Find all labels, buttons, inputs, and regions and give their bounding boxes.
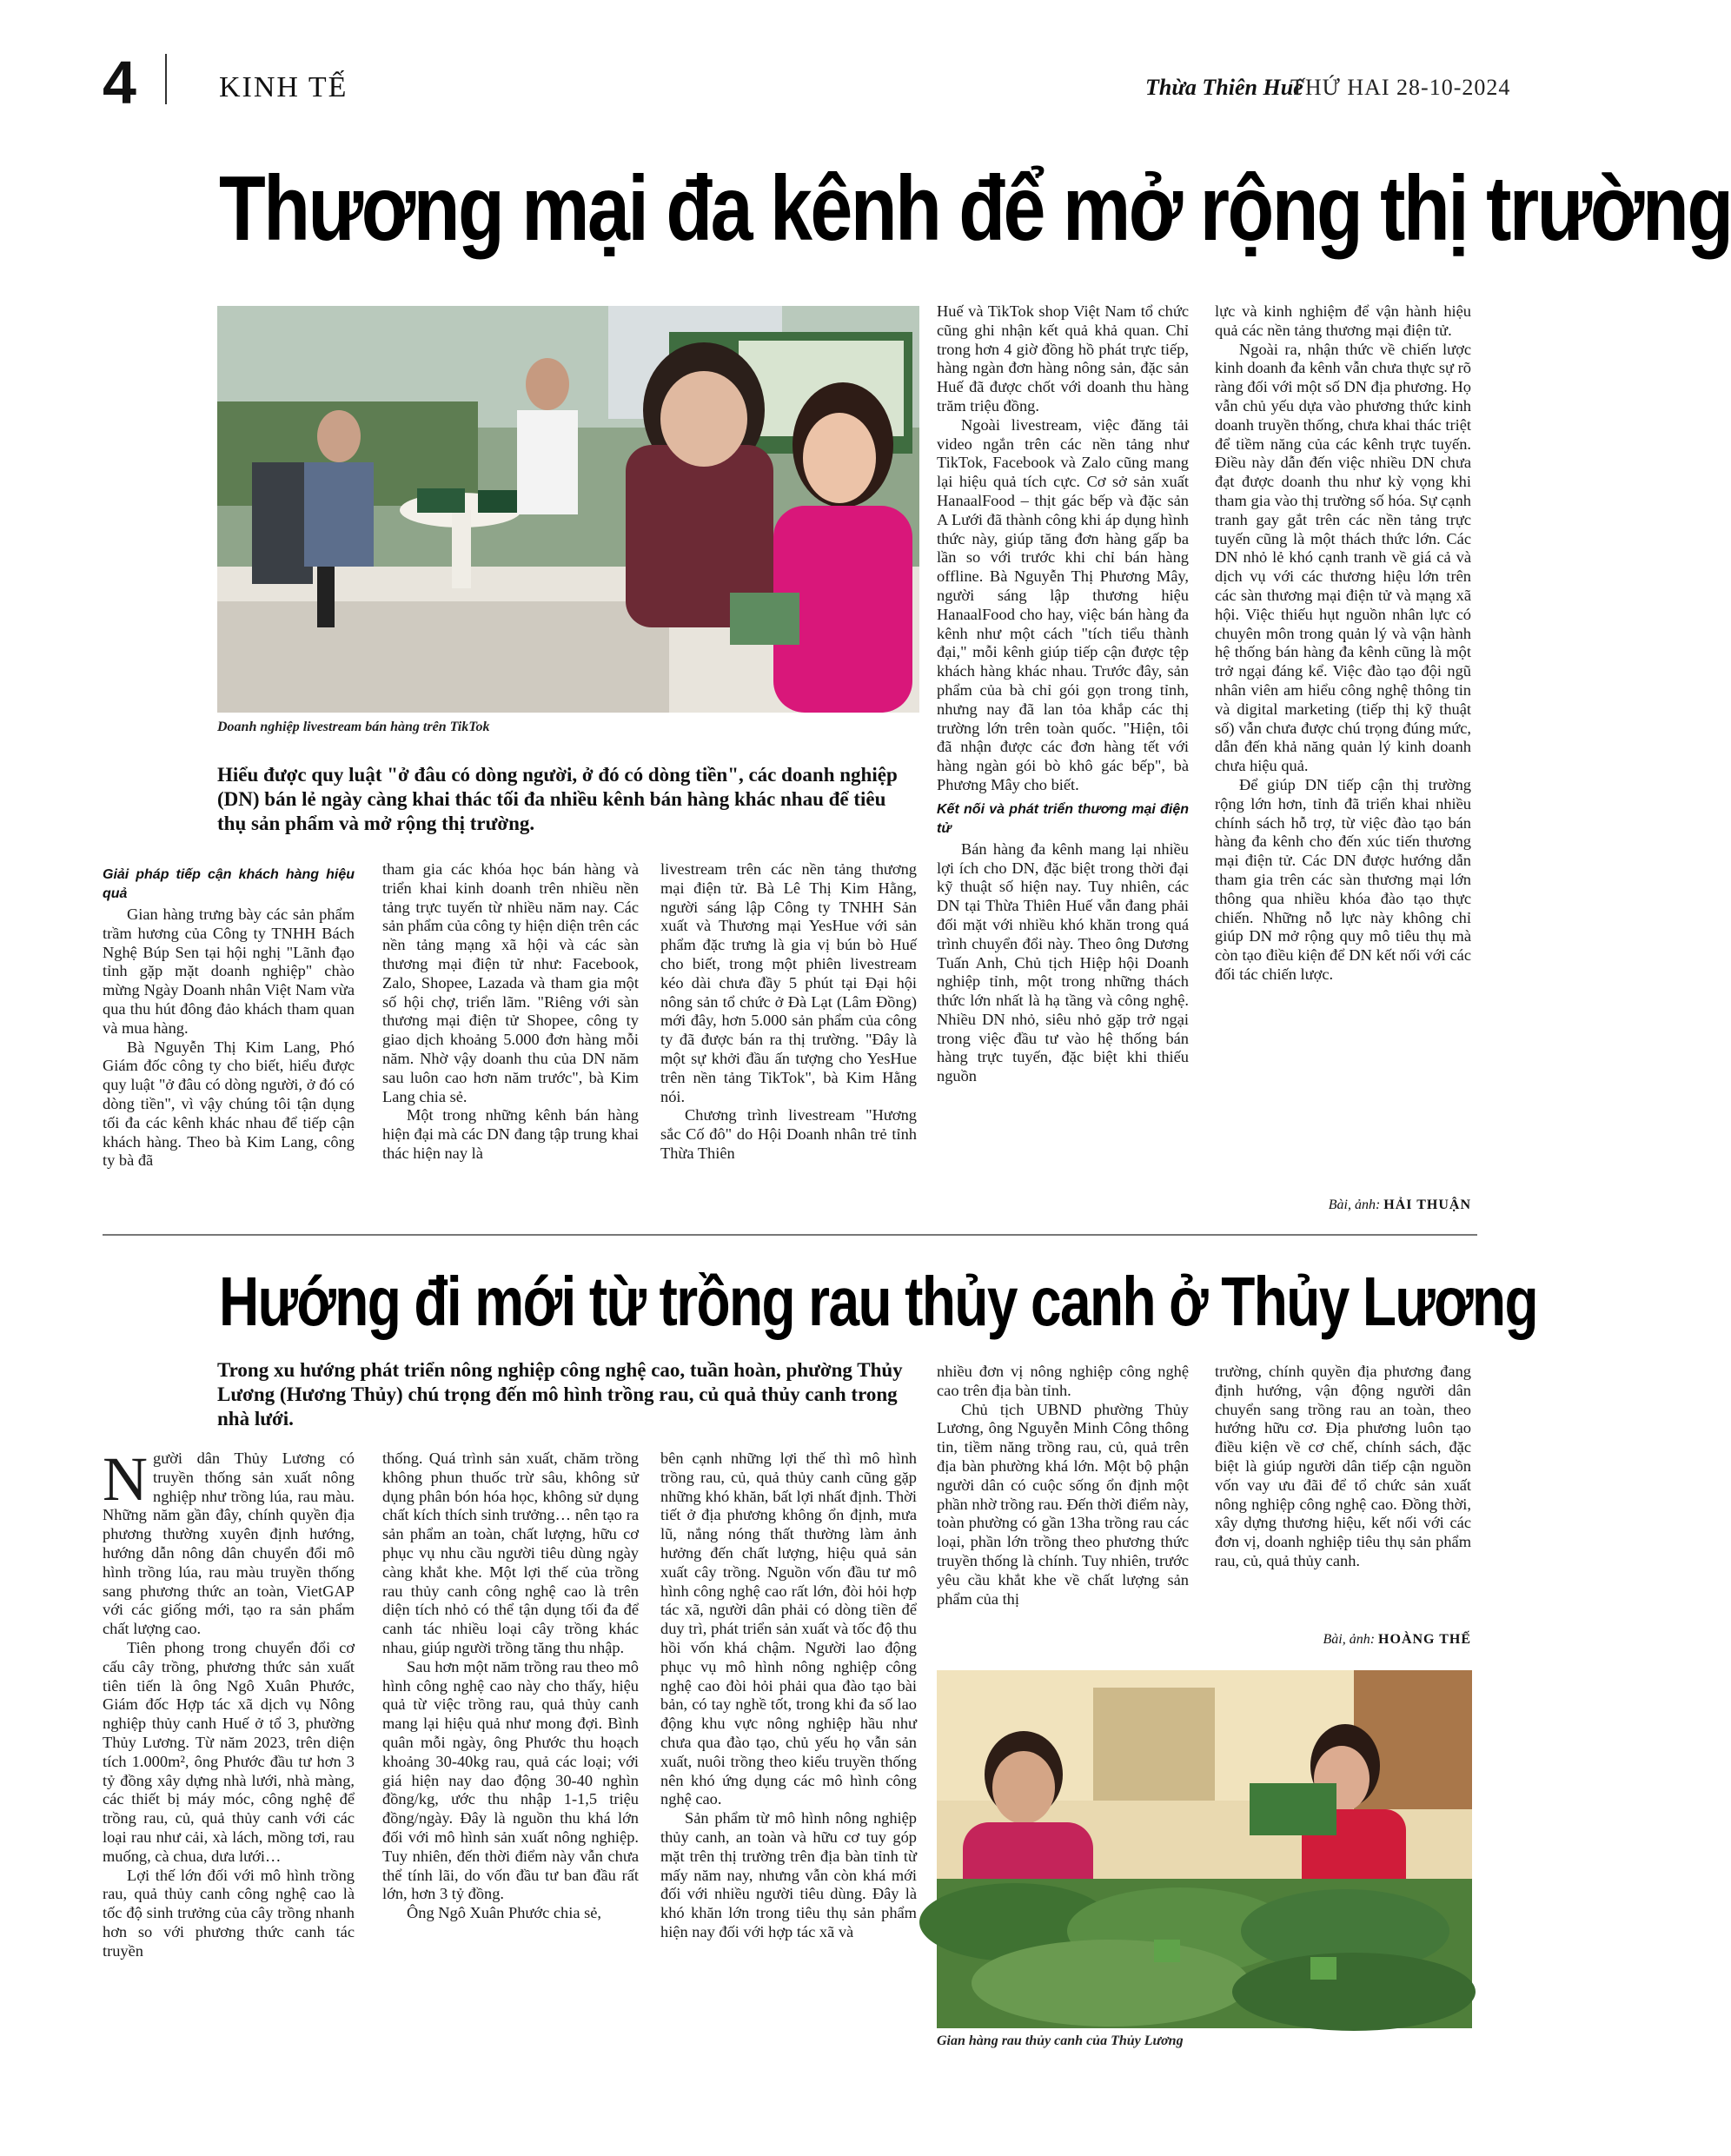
article2-photo bbox=[937, 1670, 1472, 2028]
article1-lead: Hiểu được quy luật "ở đâu có dòng người, ở đó có dòng tiền", các doanh nghiệp (DN) bán lẻ ngày càng khai thác tối đa nhiều kênh bán hàng khác nhau để tiêu thụ sản phẩm và mở rộng thị trường. bbox=[217, 764, 898, 834]
drop-cap: N bbox=[103, 1444, 148, 1514]
paragraph bbox=[103, 1444, 355, 1639]
paragraph: livestream trên các nền tảng thương mại điện tử. Bà Lê Thị Kim Hằng, người sáng lập Công ty TNHH Sản xuất và Thương mại YesHue với sản phẩm đặc trưng là gia vị bún bò Huế cho biết, trong một phiên livestream kéo dài chưa đầy 5 phút tại Đại hội nông sản tổ chức ở Đà Lạt (Lâm Đồng) mới đây, hơn 5.000 sản phẩm của công ty đã được bán ra thị trường. "Đây là một sự khởi đầu ấn tượng cho YesHue trên nền tảng TikTok", bà Kim Hằng nói. bbox=[660, 860, 917, 1105]
paragraph: Chủ tịch UBND phường Thủy Lương, ông Nguyễn Minh Công thông tin, tiềm năng trồng rau, củ, quả trên địa bàn phường khá lớn. Một bộ phận người dân có cuộc sống ổn định một phần nhờ trồng rau. Đến thời điểm này, toàn phường có gần 13ha trồng rau các loại, phần lớn trồng theo phương thức truyền thống là chính. Tuy nhiên, trước yêu cầu khắt khe về chất lượng sản phẩm của thị bbox=[937, 1400, 1189, 1608]
article1-column-1 bbox=[103, 860, 355, 1171]
article1-column-2 bbox=[382, 860, 639, 1164]
article2-lead: Trong xu hướng phát triển nông nghiệp công nghệ cao, tuần hoàn, phường Thủy Lương (Hương Thủy) chú trọng đến mô hình trồng rau, củ quả thủy canh trong nhà lưới. bbox=[217, 1359, 903, 1430]
paragraph: Bà Nguyễn Thị Kim Lang, Phó Giám đốc công ty cho biết, hiểu được quy luật "ở đâu có dòng người, ở đó có dòng tiền", vì vậy chúng tôi tận dụng tối đa các kênh khác nhau để tiếp cận khách hàng. Theo bà Kim Lang, công ty bà đã bbox=[103, 1038, 355, 1170]
paragraph: Gian hàng trưng bày các sản phẩm trầm hương của Công ty TNHH Bách Nghệ Búp Sen tại hội nghị "Lãnh đạo tỉnh gặp mặt doanh nghiệp" chào mừng Ngày Doanh nhân Việt Nam vừa qua thu hút đông đảo khách tham quan và mua hàng. bbox=[103, 906, 355, 1037]
article1-headline: Thương mại đa kênh để mở rộng thị trường bbox=[219, 157, 1731, 260]
paragraph: Ông Ngô Xuân Phước chia sẻ, bbox=[407, 1904, 601, 1922]
article2-photo-caption: Gian hàng rau thủy canh của Thủy Lương bbox=[937, 2033, 1184, 2048]
livestream-photo-image bbox=[217, 306, 919, 713]
paragraph: Ngoài livestream, việc đăng tải video ngắn trên các nền tảng như TikTok, Facebook và Zalo cũng mang lại hiệu quả tích cực. Cơ sở sản xuất HanaalFood – thịt gác bếp và đặc sản A Lưới đã thành công khi áp dụng hình thức này, giúp tăng đơn hàng gấp ba lần so với trước khi chỉ bán hàng offline. Bà Nguyễn Thị Phương Mây, người sáng lập thương hiệu HanaalFood cho hay, việc bán hàng đa kênh như một cách "tích tiểu thành đại," mỗi kênh giúp tiếp cận được tệp khách hàng khác nhau. Trước đây, sản phẩm của bà chỉ gói gọn trong tỉnh, nhưng nay đã lan tỏa khắp các thị trường lớn trên toàn quốc. "Hiện, tôi đã nhận được các đơn hàng tết với hàng ngàn gói bò khô gác bếp", bà Phương Mây cho biết. bbox=[937, 415, 1189, 793]
byline-prefix: Bài, ảnh: bbox=[1328, 1197, 1381, 1212]
article1-photo-caption: Doanh nghiệp livestream bán hàng trên TikTok bbox=[217, 720, 490, 734]
section-title: KINH TẾ bbox=[219, 71, 348, 103]
subheading: Giải pháp tiếp cận khách hàng hiệu quả bbox=[103, 867, 355, 901]
paragraph: lực và kinh nghiệm để vận hành hiệu quả các nền tảng thương mại điện tử. bbox=[1215, 302, 1471, 339]
article1-byline bbox=[1215, 1197, 1471, 1213]
paragraph: Để giúp DN tiếp cận thị trường rộng lớn hơn, tỉnh đã triển khai nhiều chính sách hỗ trợ, từ việc đào tạo bán hàng đa kênh cho đến xúc tiến thương mại điện tử. Các DN được hướng dẫn tham gia trên các sàn thương mại lớn thông qua nhiều khóa đào tạo thực chiến. Những nỗ lực này không chỉ giúp DN mở rộng quy mô tiêu thụ mà còn tạo điều kiện để DN kết nối với các đối tác chiến lược. bbox=[1215, 775, 1471, 983]
byline-prefix: Bài, ảnh: bbox=[1323, 1632, 1376, 1647]
article2-column-4 bbox=[937, 1363, 1189, 1609]
paragraph: Tiên phong trong chuyển đổi cơ cấu cây trồng, phương thức sản xuất tiên tiến là ông Ngô Xuân Phước, Giám đốc Hợp tác xã dịch vụ Nông nghiệp thủy canh Huế ở tổ 3, phường Thủy Lương. Từ năm 2023, trên diện tích 1.000m², ông Phước đầu tư hơn 3 tỷ đồng xây dựng nhà lưới, nhà màng, các thiết bị máy móc, công nghệ để trồng rau, củ, quả thủy canh với các loại rau như cải, xà lách, mồng tơi, rau muống, cà chua, dưa lưới… bbox=[103, 1638, 355, 1865]
paragraph: bên cạnh những lợi thế thì mô hình trồng rau, củ, quả thủy canh cũng gặp những khó khăn, bất lợi nhất định. Thời tiết ở địa phương không ổn định, mưa lũ, nắng nóng thất thường làm ảnh hưởng đến chất lượng, hiệu quả sản xuất cây trồng. Nguồn vốn đầu tư mô hình công nghệ cao rất lớn, đòi hỏi hợp tác xã, người dân phải có dòng tiền để duy trì, phát triển sản xuất và tốc độ thu hồi vốn khá chậm. Người lao động phục vụ mô hình nông nghiệp công nghệ cao đòi hỏi phải qua đào tạo bài bản, có tay nghề tốt, trong khi đa số lao động khu vực nông nghiệp hầu như chưa qua đào tạo, chủ yếu họ vẫn sản xuất, nuôi trồng theo kiểu truyền thống nên khó ứng dụng các mô hình công nghệ cao. bbox=[660, 1449, 917, 1808]
article2-column-5 bbox=[1215, 1363, 1471, 1571]
article2-column-1 bbox=[103, 1444, 355, 1961]
article1-photo bbox=[217, 306, 919, 713]
page-number: 4 bbox=[103, 49, 136, 116]
article2-column-3 bbox=[660, 1449, 917, 1942]
issue-date: THỨ HAI 28-10-2024 bbox=[1290, 75, 1511, 100]
subheading: Kết nối và phát triển thương mại điện tử bbox=[937, 801, 1189, 836]
byline-author: HẢI THUẬN bbox=[1383, 1197, 1471, 1212]
byline-author: HOÀNG THẾ bbox=[1378, 1632, 1471, 1647]
article1-column-3 bbox=[660, 860, 917, 1164]
article1-column-4 bbox=[937, 302, 1189, 1086]
paragraph: thống. Quá trình sản xuất, chăm trồng không phun thuốc trừ sâu, không sử dụng phân bón hóa học, không sử dụng chất kích thích sinh trưởng… nên tạo ra sản phẩm an toàn, chất lượng, hữu cơ phục vụ nhu cầu người tiêu dùng ngày càng khắt khe. Một lợi thế của trồng rau thủy canh công nghệ cao là trên diện tích nhỏ có thể tận dụng tối đa để canh tác nhiều loại cây trồng khác nhau, giúp người trồng tăng thu nhập. bbox=[382, 1449, 639, 1656]
paragraph: Ngoài ra, nhận thức về chiến lược kinh doanh đa kênh vẫn chưa thực sự rõ ràng đối với một số DN địa phương. Họ vẫn chủ yếu dựa vào phương thức kinh doanh truyền thống, chưa khai thác triệt để tiềm năng của các kênh trực tuyến. Điều này dẫn đến việc nhiều DN chưa đạt được doanh thu như kỳ vọng khi tham gia vào thị trường số hóa. Sự cạnh tranh gay gắt trên các nền tảng trực tuyến cũng là một thách thức lớn. Các DN nhỏ lẻ khó cạnh tranh về giá cả và dịch vụ với các thương hiệu lớn trên các sàn thương mại điện tử và mạng xã hội. Việc thiếu hụt nguồn nhân lực có chuyên môn trong quản lý và vận hành hệ thống bán hàng đa kênh cũng là một trở ngại đáng kể. Việc đào tạo đội ngũ nhân viên am hiểu công nghệ thông tin và digital marketing (tiếp thị kỹ thuật số) vẫn chưa được chú trọng đúng mức, dẫn đến khả năng quản lý kinh doanh chưa hiệu quả. bbox=[1215, 340, 1471, 775]
paragraph: nhiều đơn vị nông nghiệp công nghệ cao trên địa bàn tỉnh. bbox=[937, 1363, 1189, 1399]
paragraph: trường, chính quyền địa phương đang định hướng, vận động người dân chuyển sang trồng rau an toàn, theo hướng hữu cơ. Địa phương luôn tạo điều kiện về cơ chế, chính sách, đặc biệt là giúp người dân tiếp cận nguồn vốn vay ưu đãi để tổ chức sản xuất nông nghiệp công nghệ cao. Đồng thời, xây dựng thương hiệu, kết nối với các đơn vị, doanh nghiệp tiêu thụ sản phẩm rau, củ, quả thủy canh. bbox=[1215, 1363, 1471, 1569]
article-separator bbox=[103, 1234, 1477, 1236]
vegetable-stall-photo-image bbox=[937, 1670, 1472, 2028]
newspaper-name: Thừa Thiên Huế bbox=[1145, 75, 1303, 100]
paragraph: Một trong những kênh bán hàng hiện đại mà các DN đang tập trung khai thác hiện nay là bbox=[382, 1106, 639, 1162]
paragraph: tham gia các khóa học bán hàng và triển khai kinh doanh trên nhiều nền tảng trực tuyến từ nhiều năm nay. Các sản phẩm của công ty hiện diện trên các nền tảng mạng xã hội và các sàn thương mại điện tử như: Facebook, Zalo, Shopee, Lazada và tham gia một số hội chợ, triển lãm. "Riêng với sàn thương mại điện tử Shopee, công ty giao dịch khoảng 5.000 đơn hàng mỗi năm. Nhờ vậy doanh thu của DN năm sau luôn cao hơn năm trước", bà Kim Lang chia sẻ. bbox=[382, 860, 639, 1105]
article1-column-5 bbox=[1215, 302, 1471, 985]
paragraph: Sau hơn một năm trồng rau theo mô hình công nghệ cao này cho thấy, hiệu quả từ việc trồng rau, quả thủy canh mang lại hiệu quả như mong đợi. Bình quân mỗi ngày, ông Phước thu hoạch khoảng 30-40kg rau, quả các loại; với giá hiện nay dao động 30-40 nghìn đồng/kg, ước thu nhập 1-1,5 triệu đồng/ngày. Đây là nguồn thu khá lớn đối với mô hình sản xuất nông nghiệp. Tuy nhiên, đến thời điểm này vẫn chưa thể tính lãi, do vốn đầu tư ban đầu rất lớn, hơn 3 tỷ đồng. bbox=[382, 1657, 639, 1903]
paragraph: Bán hàng đa kênh mang lại nhiều lợi ích cho DN, đặc biệt trong thời đại kỹ thuật số hiện nay. Tuy nhiên, các DN tại Thừa Thiên Huế vẫn đang phải đối mặt với nhiều khó khăn trong quá trình chuyển đổi này. Theo ông Dương Tuấn Anh, Chủ tịch Hiệp hội Doanh nghiệp tỉnh, một trong những thách thức lớn nhất là hạ tầng và công nghệ. Nhiều DN nhỏ, siêu nhỏ gặp trở ngại trong việc đầu tư vào hệ thống bán hàng trực tuyến, đặc biệt khi thiếu nguồn bbox=[937, 839, 1189, 1085]
paragraph: Lợi thế lớn đối với mô hình trồng rau, quả thủy canh công nghệ cao là tốc độ sinh trưởng của cây trồng nhanh hơn so với phương thức canh tác truyền bbox=[103, 1866, 355, 1960]
paragraph-text: gười dân Thủy Lương có truyền thống sản xuất nông nghiệp như trồng lúa, rau màu. Những năm gần đây, chính quyền địa phương thường xuyên định hướng, hướng dẫn nông dân chuyển đổi mô hình trồng lúa, rau màu truyền thống sang phương thức an toàn, VietGAP với các giống mới, tạo ra sản phẩm chất lượng cao. bbox=[103, 1449, 355, 1638]
article2-byline bbox=[1215, 1632, 1471, 1648]
article2-column-2 bbox=[382, 1449, 639, 1923]
paragraph: Chương trình livestream "Hương sắc Cố đô" do Hội Doanh nhân trẻ tỉnh Thừa Thiên bbox=[660, 1106, 917, 1162]
paragraph: Sản phẩm từ mô hình nông nghiệp thủy canh, an toàn và hữu cơ tuy góp mặt trên thị trường trên địa bàn tỉnh từ mấy năm nay, nhưng vẫn còn khá mới đối với nhiều người tiêu dùng. Đây là khó khăn lớn trong tiêu thụ sản phẩm hiện nay đối với hợp tác xã và bbox=[660, 1809, 917, 1940]
paragraph: Huế và TikTok shop Việt Nam tổ chức cũng ghi nhận kết quả khả quan. Chỉ trong hơn 4 giờ đồng hồ phát trực tiếp, hàng ngàn đơn hàng nông sản, đặc sản Huế đã được chốt với doanh thu hàng trăm triệu đồng. bbox=[937, 302, 1189, 415]
article2-headline: Hướng đi mới từ trồng rau thủy canh ở Thủy Lương bbox=[219, 1263, 1538, 1340]
header-divider bbox=[165, 54, 167, 104]
